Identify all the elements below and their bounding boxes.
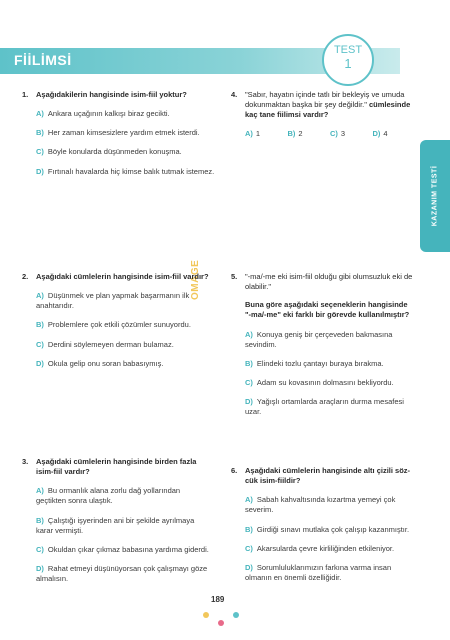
question-3: [22, 457, 211, 584]
option-a[interactable]: A) Sabah kahvaltısında kızartma yemeyi çok severim.: [245, 495, 396, 515]
question-stem: Aşağıdaki cümlelerin hangisinde birden fazla isim-fiil vardır?: [36, 457, 197, 477]
page-number: 189: [211, 595, 225, 604]
question-number: 4.: [231, 90, 238, 99]
page-title: FİİLİMSİ: [14, 52, 72, 68]
option-c[interactable]: C) Adam su kovasının dolmasını bekliyordu.: [245, 377, 394, 387]
decorative-dot-icon: [203, 612, 209, 618]
question-1: [22, 90, 215, 177]
option-c[interactable]: C) Derdini söylemeyen derman bulamaz.: [36, 339, 174, 349]
question-number: 1.: [22, 90, 29, 99]
option-d[interactable]: D) Sorumluluklarımızın farkına varma insan olmanın en önemli özelliğidir.: [245, 562, 392, 582]
question-intro: "-ma/-me eki isim-fiil olduğu gibi olumsuzluk eki de olabilir.": [245, 272, 413, 292]
test-badge: [322, 34, 374, 86]
question-stem: Aşağıdaki cümlelerin hangisinde isim-fiil vardır?: [36, 272, 209, 281]
option-c[interactable]: C) 3: [330, 129, 346, 139]
decorative-dot-icon: [218, 620, 224, 626]
test-number: 1: [344, 56, 352, 71]
option-a[interactable]: A) Düşünmek ve plan yapmak başarmanın ilk anahtarıdır.: [36, 291, 190, 311]
test-label: TEST: [333, 44, 363, 56]
side-tab: [420, 140, 450, 252]
question-number: 3.: [22, 457, 29, 466]
option-a[interactable]: A) Bu ormanlık alana zorlu dağ yollarından geçtikten sonra ulaştık.: [36, 486, 181, 506]
option-b[interactable]: B) Çalıştığı işyerinden ani bir şekilde ayrılmaya karar vermişti.: [36, 515, 195, 535]
option-b[interactable]: B) Elindeki tozlu çantayı buraya bırakma.: [245, 358, 384, 368]
question-stem: Aşağıdaki cümlelerin hangisinde altı çizili söz-cük isim-fiildir?: [245, 466, 411, 486]
option-b[interactable]: B) 2: [287, 129, 303, 139]
option-a[interactable]: A) Ankara uçağının kalkışı biraz gecikti.: [36, 109, 170, 119]
option-d[interactable]: D) Fırtınalı havalarda hiç kimse balık tutmak istemez.: [36, 166, 215, 176]
publisher-watermark: OMAGE: [190, 259, 201, 300]
question-6: [231, 466, 415, 583]
option-d[interactable]: D) Okula gelip onu soran babasıymış.: [36, 358, 164, 368]
option-a[interactable]: A) Konuya geniş bir çerçeveden bakmasına sevindim.: [245, 329, 393, 349]
option-b[interactable]: B) Girdiği sınavı mutlaka çok çalışıp kazanmıştır.: [245, 524, 410, 534]
option-c[interactable]: C) Böyle konularda düşünmeden konuşma.: [36, 147, 182, 157]
question-number: 6.: [231, 466, 238, 475]
option-b[interactable]: B) Problemlere çok etkili çözümler sunuyordu.: [36, 320, 191, 330]
question-5: [231, 272, 415, 417]
question-stem: Buna göre aşağıdaki seçeneklerin hangisinde "-ma/-me" eki farklı bir görevde kullanılmıştır?: [245, 300, 410, 320]
question-stem: Aşağıdakilerin hangisinde isim-fiil yoktur?: [36, 90, 187, 99]
option-d[interactable]: D) 4: [372, 129, 388, 139]
option-a[interactable]: A) 1: [245, 129, 261, 139]
decorative-dot-icon: [233, 612, 239, 618]
option-b[interactable]: B) Her zaman kimsesizlere yardım etmek isterdi.: [36, 128, 200, 138]
question-stem: "Sabır, hayatın içinde tatlı bir bekleyiş ve umuda dokunmaktan başka bir şey değildir." cümlesinde kaç tane fiilimsi vardır?: [245, 90, 411, 120]
option-d[interactable]: D) Rahat etmeyi düşünüyorsan çok çalışmayı göze almalısın.: [36, 563, 208, 583]
side-tab-label: KAZANIM TESTİ: [431, 165, 439, 227]
option-c[interactable]: C) Okuldan çıkar çıkmaz babasına yardıma giderdi.: [36, 544, 209, 554]
option-c[interactable]: C) Akarsularda çevre kirliliğinden etkileniyor.: [245, 543, 395, 553]
question-2: [22, 272, 211, 369]
question-number: 5.: [231, 272, 238, 281]
question-4: [231, 90, 415, 140]
question-number: 2.: [22, 272, 29, 281]
option-d[interactable]: D) Yağışlı ortamlarda araçların durma mesafesi uzar.: [245, 397, 404, 417]
